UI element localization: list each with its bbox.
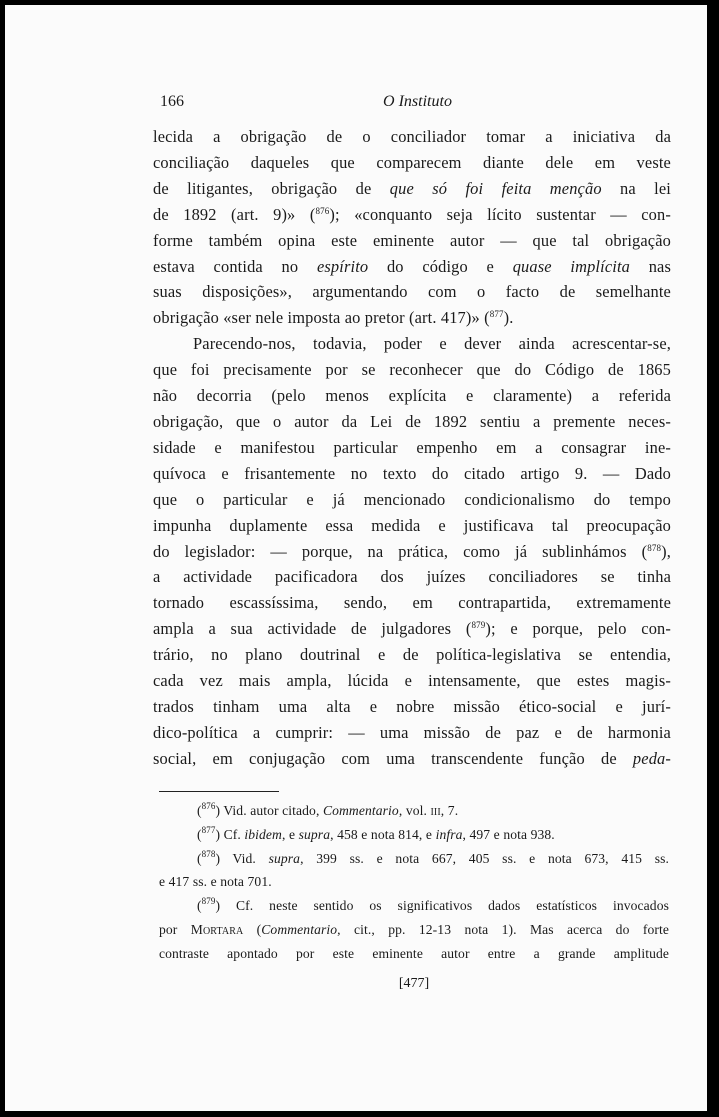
footnote-879-cont: contraste apontado por este eminente autor entre a grande amplitude [159, 945, 669, 961]
text-line: ampla a sua actividade de julgadores ($^{879}$); e porque, pelo con- [153, 619, 671, 639]
text-line: tornado escassíssima, sendo, em contrapartida, extremamente [153, 593, 671, 613]
footnote-879: ($^{879}$) Cf. neste sentido os significativos dados estatísticos invocados [197, 896, 669, 914]
text-line: trados tinham uma alta e nobre missão ético-social e jurí- [153, 696, 671, 716]
text-line: suas disposições», argumentando com o facto de semelhante [153, 282, 671, 302]
footnote-878-cont: e 417 ss. e nota 701. [159, 874, 272, 890]
page-folio: [477] [398, 976, 430, 991]
text-line: não decorria (pelo menos explícita e claramente) a referida [153, 386, 671, 406]
text-line: lecida a obrigação de o conciliador tomar a iniciativa da [153, 127, 671, 146]
footnote-ref: 879 [471, 620, 486, 631]
running-title: O Instituto [383, 93, 452, 110]
footnote-rule [159, 791, 279, 792]
text-line: Parecendo-nos, todavia, poder e dever ainda acrescentar-se, [193, 334, 671, 354]
text-line: sidade e manifestou particular empenho em a consagrar ine- [153, 437, 671, 457]
text-line: obrigação, que o autor da Lei de 1892 sentiu a premente neces- [153, 411, 671, 431]
footnote-879-cont: por Mortara (Commentario, cit., pp. 12-13 nota 1). Mas acerca do forte [159, 921, 669, 937]
footnote-876: ($^{876}$) Vid. autor citado, Commentario, vol. iii, 7. [197, 801, 459, 818]
text-line: quívoca e frisantemente no texto do citado artigo 9. — Dado [153, 463, 671, 483]
text-line: de 1892 (art. 9)» ($^{876}$); «conquanto seja lícito sustentar — con- [153, 204, 671, 224]
text-line: dico-política a cumprir: — uma missão de paz e de harmonia [153, 722, 671, 742]
text-line: social, em conjugação com uma transcendente função de peda- [153, 748, 671, 768]
text-line: conciliação daqueles que comparecem diante dele em veste [153, 152, 671, 172]
page-header [160, 93, 675, 117]
text-line: estava contida no espírito do código e quase implícita nas [153, 256, 671, 276]
footnotes [159, 799, 669, 966]
text-line: que foi precisamente por se reconhecer que do Código de 1865 [153, 360, 671, 380]
text-line: do legislador: — porque, na prática, como já sublinhámos ($^{878}$), [153, 541, 671, 561]
text-line: impunha duplamente essa medida e justificava tal preocupação [153, 515, 671, 535]
text-line: cada vez mais ampla, lúcida e intensamente, que estes magis- [153, 671, 671, 691]
body-text [153, 124, 671, 772]
text-line: forme também opina este eminente autor — que tal obrigação [153, 230, 671, 250]
text-line: que o particular e já mencionado condicionalismo do tempo [153, 489, 671, 509]
footnote-ref: 877 [489, 309, 504, 320]
text-line: a actividade pacificadora dos juízes conciliadores se tinha [153, 567, 671, 587]
text-line: obrigação «ser nele imposta ao pretor (art. 417)» ($^{877}$). [153, 308, 514, 328]
page-number: 166 [160, 93, 184, 110]
text-line: de litigantes, obrigação de que só foi feita menção na lei [153, 178, 671, 198]
footnote-877: ($^{877}$) Cf. ibidem, e supra, 458 e nota 814, e infra, 497 e nota 938. [197, 824, 555, 842]
footnote-878: ($^{878}$) Vid. supra, 399 ss. e nota 667, 405 ss. e nota 673, 415 ss. [197, 848, 669, 866]
footnote-ref: 876 [315, 205, 330, 216]
footnote-ref: 878 [647, 542, 662, 553]
text-line: trário, no plano doutrinal e de política-legislativa se entendia, [153, 645, 671, 665]
